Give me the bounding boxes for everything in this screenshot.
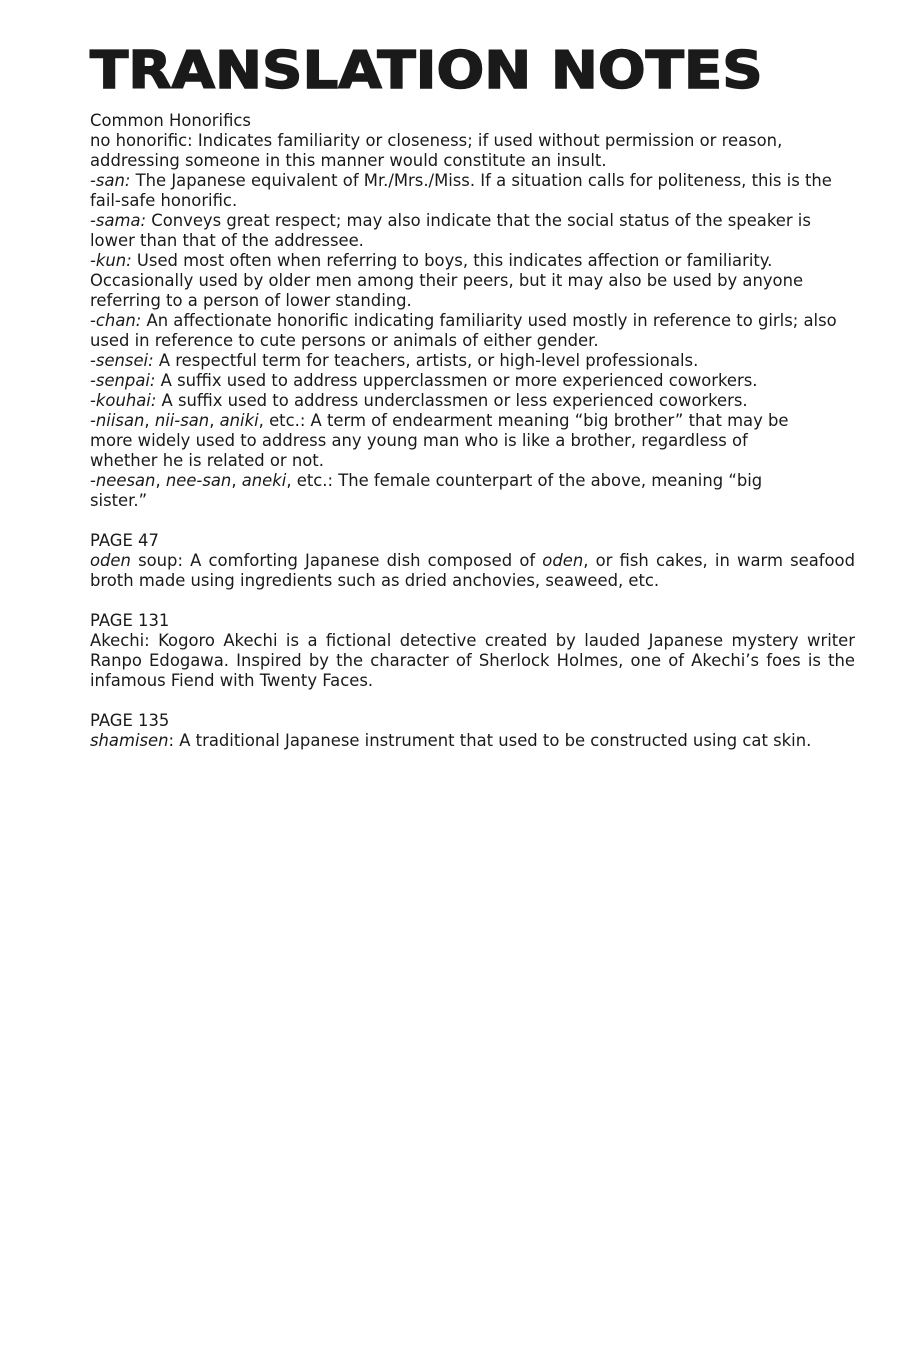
honorific-entry: -kun: Used most often when referring to boys, this indicates affection or familiarity. Occasionally used by older men among their peers, but it may also be used by anyone referring to a person of lower standing. [90,251,804,310]
note-oden: oden soup: A comforting Japanese dish composed of oden, or fish cakes, in warm seafood broth made using ingredients such as dried anchovies, seaweed, etc. [90,551,855,590]
honorific-entry: -kouhai: A suffix used to address underclassmen or less experienced coworkers. [90,391,748,410]
honorific-entry: -sensei: A respectful term for teachers, artists, or high-level professionals. [90,351,699,370]
page-reference-135: PAGE 135 [90,711,170,730]
honorific-entry: -sama: Conveys great respect; may also indicate that the social status of the speaker is lower than that of the addressee. [90,211,811,250]
page-title: TRANSLATION NOTES [90,41,763,101]
honorific-entry: -chan: An affectionate honorific indicating familiarity used mostly in reference to girls; also used in reference to cute persons or animals of either gender. [90,311,837,350]
honorific-entry-neesan: -neesan, nee-san, aneki, etc.: The female counterpart of the above, meaning “big sister.” [90,471,763,510]
translation-notes-page [90,40,855,751]
note-akechi: Akechi: Kogoro Akechi is a fictional detective created by lauded Japanese mystery writer Ranpo Edogawa. Inspired by the character of Sherlock Holmes, one of Akechi’s foes is the infamous Fiend with Twenty Faces. [90,631,855,690]
section-spacer [90,691,855,711]
section-spacer [90,511,855,531]
section-spacer [90,591,855,611]
note-shamisen: shamisen: A traditional Japanese instrument that used to be constructed using cat skin. [90,731,812,750]
honorific-entry: -senpai: A suffix used to address upperclassmen or more experienced coworkers. [90,371,758,390]
page-reference-131: PAGE 131 [90,611,170,630]
page-reference-47: PAGE 47 [90,531,159,550]
honorifics-heading: Common Honorifics [90,111,251,130]
honorific-entry-niisan: -niisan, nii-san, aniki, etc.: A term of endearment meaning “big brother” that may be more widely used to address any young man who is like a brother, regardless of whether he is related or not. [90,411,789,470]
honorific-entry: -san: The Japanese equivalent of Mr./Mrs./Miss. If a situation calls for politeness, this is the fail-safe honorific. [90,171,832,210]
notes-body [90,111,855,751]
honorific-entry: no honorific: Indicates familiarity or closeness; if used without permission or reason, addressing someone in this manner would constitute an insult. [90,131,783,170]
